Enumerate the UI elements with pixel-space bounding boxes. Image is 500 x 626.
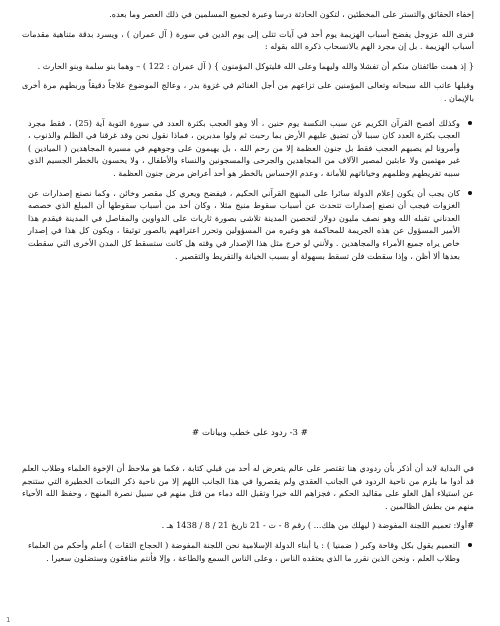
bullet-text: وكذلك أفصح القرآن الكريم عن سبب النكسة يوم حنين ، ألا وهو العجب بكثرة العدد في سورة التوبة آية (25) ، فقط مجرد العجب بكثرة العدد كان سببا لأن تضيق عليهم الأرض بما رحبت ثم ولوا مدبرين ، فماذا نقول نحن وقد غرقنا في الظلم والذنوب ، وأمرونا لم يصبهم العجب فقط بل جنون العظمة إلا من رحم الله ، بل يهيمون على وجوههم في مسيرة المجاهدين ( الميادين ) غير مهتمين ولا عابئين لمصير الآلاف من المجاهدين والجرحى والمسجونين والنساء والأطفال ، ولا يحسون بالخطر الجسيم الذي سببه تفريطهم وظلمهم وخياناتهم للأمانة ، وعدم الإحساس بالخطر هو أحد أعراض مرض جنون العظمة . [28, 117, 460, 178]
bullet-item-hunayn [28, 117, 474, 180]
bullet-list-upper [22, 117, 474, 263]
paragraph-quran-verse: { إذ همت طائفتان منكم أن تفشلا والله وليهما وعلى الله فليتوكل المؤمنون } ( آل عمران : 122 ) – وهما بنو سلمة وبنو الحارث . [37, 60, 474, 71]
bullet-text: التعميم يقول بكل وقاحة وكبر ( ضمنيا ) : يا أبناء الدولة الإسلامية نحن اللجنة المفوضة ( الحجاج الثقات ) أعلم وأحكم من العلماء وطلاب العلم ، ونحن الذين نقرر ما الذي يعتقده الناس ، وعلى الناس السمع والطاعة ، وإلا فأنتم منافقون وستضلون سعيرا . [28, 539, 460, 563]
bullet-dot-icon [468, 121, 472, 125]
paragraph-uhud: فنرى الله عزوجل يفضح أسباب الهزيمة يوم أحد في آيات تتلى إلى يوم الدين في سورة ( آل عمران ) ، ويسرد بدقة متناهية مقدمات أسباب الهزيمة . بل إن مجرد الهم بالانسحاب ذكره الله بقوله : [22, 28, 474, 52]
paragraph-intro: إخفاء الحقائق والتستر على المخطئين ، لتكون الحادثة درسا وعبرة لجميع المسلمين في ذلك العصر وما بعده. [109, 9, 474, 19]
bullet-item-circular [28, 539, 474, 564]
bullet-dot-icon [468, 543, 472, 547]
bullet-item-media [28, 187, 474, 263]
paragraph-replies-intro: في البداية لابد أن أذكر بأن ردودي هنا تقتصر على عالم يتعرض له أحد من قبلي كتابة ، فكما هو ملاحظ أن الإخوة العلماء وطلاب العلم قد أدوا ما يلزم من ناحية الردود في الجانب العقدي ولم يقصروا في هذا الجانب اللهم إلا من ناحية ذكر التبعات الخطيرة التي ستنجم عن استيلاء أهل الغلو على مقاليد الحكم ، فجزاهم الله خيرا وتقبل الله دماء من قتل منهم في سبيل نصرة المنهج ، وحفظ الله الأحياء منهم من بطش الظالمين . [22, 463, 474, 511]
section-heading: # 3- ردود على خطب وبيانات # [192, 428, 308, 438]
lower-section [22, 462, 474, 564]
paragraph-badr: وقبلها عاتب الله سبحانه وتعالى المؤمنين على تزاعهم من أجل الغنائم في غزوة بدر ، وعالج الموضوع علاجاً دقيقاً وربطهم مرة أخرى بالإيمان . [22, 80, 474, 103]
bullet-dot-icon [468, 191, 472, 195]
page-number: 1 [6, 616, 11, 624]
paragraph-circular-heading: #أولا: تعميم اللجنة المفوضة ( ليهلك من هلك... ) رقم 8 - ت - 21 تاريخ 21 / 8 / 1438 هـ . [161, 520, 474, 531]
bullet-list-lower [22, 539, 474, 564]
bullet-text: كان يجب أن يكون إعلام الدولة سائرا على المنهج القرآني الحكيم ، فيفضح ويعري كل مقصر وخائن ، وكما نصنع إصدارات عن الغزوات فيجب أن نصنع إصدارات تتحدث عن أسباب سقوط منبج مثلا ، وكان أحد من أسباب سقوطها أن المبلغ الذي خصصه العدناني تقبله الله وهو نصف مليون دولار لتحصين المدينة تلاشى بصورة ثاريات على الدواوين والمفاصل في المدينة فيقدم هذا الأمير المسؤول عن هذه الجريمة للمحاكمة هو وغيره من المسؤولين وتحرر اعترافهم بالصور توثيقا ، ويكون كل هذا في إصدار خاص يراه جميع الأمراء والمجاهدين . ولأنني لو خرج مثل هذا الإصدار في وقته هل كانت ستسقط كل المدن الأخرى التي سقطت بعدها ألا أظن ، وإذا سقطت فلن تسقط بسهولة أو بسبب الخيانة والتفريط والتقصير . [28, 187, 460, 261]
